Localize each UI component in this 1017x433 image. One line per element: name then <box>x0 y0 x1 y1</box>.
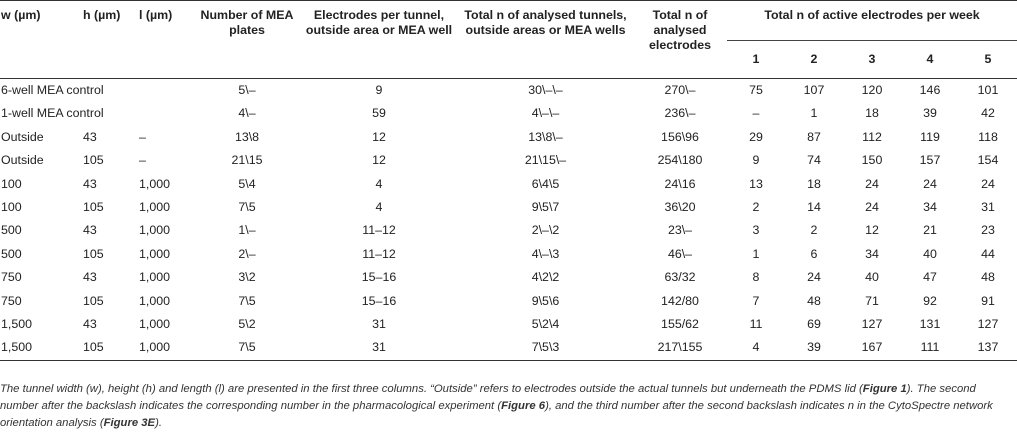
cell-plates: 3\2 <box>238 270 256 285</box>
cell-total-tunnels: 4\–\– <box>531 106 560 121</box>
table-row <box>0 102 1017 125</box>
cell-week-5: 42 <box>981 106 995 121</box>
cell-week-1: 13 <box>749 176 763 191</box>
cell-total-electrodes: 236\– <box>664 106 696 121</box>
cell-week-2: 48 <box>807 293 821 308</box>
header-week-2: 2 <box>810 52 818 66</box>
cell-l: 1,000 <box>139 223 171 238</box>
cell-electrodes-per: 9 <box>375 83 383 97</box>
cell-week-3: 40 <box>865 270 879 285</box>
cell-week-1: 4 <box>727 336 785 360</box>
cell-w: 100 <box>1 176 22 191</box>
cell-week-5: 137 <box>959 336 1017 360</box>
cell-week-4: 146 <box>919 83 941 97</box>
header-plates: Number of MEA plates <box>200 8 294 37</box>
cell-week-1: 9 <box>752 153 760 168</box>
cell-l: 1,000 <box>139 317 171 332</box>
cell-l: 1,000 <box>139 200 171 215</box>
cell-week-4: 157 <box>919 153 941 168</box>
header-week-3: 3 <box>868 52 876 66</box>
cell-week-5: 24 <box>981 176 995 191</box>
cell-l <box>138 79 194 103</box>
cell-l: – <box>139 129 146 144</box>
cell-plates: 21\15 <box>231 153 263 168</box>
cell-week-4: 21 <box>923 223 937 238</box>
table-header <box>0 1 1017 79</box>
cell-total-tunnels: 4\2\2 <box>531 270 560 285</box>
cell-week-5: 118 <box>978 129 998 144</box>
cell-week-3: 18 <box>865 106 879 121</box>
cell-w: 100 <box>1 200 22 215</box>
cell-total-tunnels: 6\4\5 <box>531 176 560 191</box>
cell-w: 6-well MEA control <box>1 83 104 97</box>
cell-week-1: 75 <box>749 83 763 97</box>
cell-week-4: 40 <box>923 246 937 261</box>
cell-h: 43 <box>83 317 97 332</box>
cell-week-3: 24 <box>865 200 879 215</box>
cell-week-3: 112 <box>862 129 882 144</box>
cell-week-3: 120 <box>861 83 883 97</box>
cell-total-tunnels: 9\5\7 <box>531 200 560 215</box>
header-h: h (µm) <box>83 8 121 22</box>
cell-plates: 13\8 <box>234 129 260 144</box>
cell-w: 1,500 <box>1 317 33 332</box>
cell-week-2: 69 <box>807 317 821 332</box>
cell-h: 43 <box>83 270 97 285</box>
cell-week-4: 92 <box>923 293 937 308</box>
cell-week-2: 1 <box>810 106 818 121</box>
table-row <box>0 79 1017 103</box>
cell-week-2: 14 <box>807 200 821 215</box>
cell-h: 105 <box>83 246 104 261</box>
cell-week-1: 11 <box>749 317 763 332</box>
cell-total-tunnels: 30\–\– <box>528 83 563 97</box>
cell-week-2: 87 <box>807 129 821 144</box>
table-row <box>0 196 1017 219</box>
cell-plates: 5\2 <box>238 317 256 332</box>
cell-plates: 4\– <box>238 106 256 121</box>
cell-week-4: 34 <box>923 200 937 215</box>
cell-electrodes-per: 15–16 <box>361 270 397 285</box>
cell-week-2: 2 <box>810 223 818 238</box>
cell-total-tunnels: 5\2\4 <box>531 317 560 332</box>
cell-week-2: 24 <box>807 270 821 285</box>
cell-h: 43 <box>83 176 97 191</box>
cell-total-electrodes: 217\155 <box>633 336 727 360</box>
cell-total-electrodes: 63/32 <box>664 270 696 285</box>
cell-plates: 5\– <box>238 83 256 97</box>
table-row <box>0 126 1017 149</box>
table-row <box>0 266 1017 289</box>
cell-week-4: 111 <box>901 336 959 360</box>
cell-w: 1,500 <box>0 336 82 360</box>
cell-week-2: 6 <box>810 246 818 261</box>
cell-week-2: 74 <box>807 153 821 168</box>
header-week-1: 1 <box>752 52 760 66</box>
cell-total-tunnels: 21\15\– <box>524 153 567 168</box>
cell-week-1: 29 <box>749 129 763 144</box>
table-row <box>0 173 1017 196</box>
cell-week-2: 18 <box>807 176 821 191</box>
cell-week-2: 39 <box>785 336 843 360</box>
cell-week-4: 47 <box>923 270 937 285</box>
cell-total-electrodes: 23\– <box>667 223 693 238</box>
footnote-ref-figure-1[interactable]: Figure 1 <box>862 383 907 395</box>
cell-total-tunnels: 9\5\6 <box>531 293 560 308</box>
footnote-part-3: ), and the third number after the second backslash indicates n in the CytoSpectre network orientation analysis ( <box>0 400 993 429</box>
cell-l: 1,000 <box>138 336 194 360</box>
cell-plates: 2\– <box>238 246 256 261</box>
cell-w: 500 <box>1 246 22 261</box>
cell-l: 1,000 <box>139 246 171 261</box>
cell-week-2: 107 <box>803 83 825 97</box>
cell-total-electrodes: 24\16 <box>664 176 696 191</box>
cell-w: Outside <box>1 153 44 168</box>
cell-l: 1,000 <box>139 176 171 191</box>
header-week-5: 5 <box>984 52 992 66</box>
cell-plates: 7\5 <box>238 200 256 215</box>
cell-week-3: 150 <box>861 153 883 168</box>
header-total-tunnels: Total n of analysed tunnels, outside areas or MEA wells <box>464 8 627 37</box>
cell-week-1: 2 <box>752 200 760 215</box>
cell-week-5: 48 <box>981 270 995 285</box>
cell-total-electrodes: 155/62 <box>661 317 699 332</box>
table-row <box>0 219 1017 242</box>
cell-total-tunnels: 7\5\3 <box>458 336 633 360</box>
cell-electrodes-per: 11–12 <box>362 246 396 261</box>
cell-w: 500 <box>1 223 22 238</box>
cell-h: 43 <box>83 223 97 238</box>
footnote-part-1: The tunnel width (w), height (h) and length (l) are presented in the first three columns. “Outside” refers to electrodes outside the actual tunnels but underneath the PDMS lid ( <box>0 383 863 395</box>
cell-l: – <box>139 153 146 168</box>
cell-week-4: 24 <box>923 176 937 191</box>
cell-electrodes-per: 12 <box>372 153 386 168</box>
footnote-part-4: ). <box>155 417 162 429</box>
cell-plates: 1\– <box>238 223 256 238</box>
cell-total-tunnels: 4\–\3 <box>531 246 560 261</box>
cell-week-1: 1 <box>752 246 760 261</box>
table-footnote <box>0 381 1012 432</box>
cell-total-electrodes: 254\180 <box>657 153 703 168</box>
cell-week-3: 167 <box>843 336 901 360</box>
cell-electrodes-per: 15–16 <box>361 293 397 308</box>
cell-electrodes-per: 31 <box>372 317 386 332</box>
cell-week-5: 44 <box>981 246 995 261</box>
header-l: l (µm) <box>139 8 173 22</box>
cell-h: 105 <box>83 153 104 168</box>
cell-week-4: 39 <box>923 106 937 121</box>
cell-week-1: 3 <box>752 223 760 238</box>
cell-h: 105 <box>82 336 138 360</box>
header-w: w (µm) <box>1 8 41 22</box>
cell-week-1: 7 <box>752 293 760 308</box>
cell-week-3: 34 <box>865 246 879 261</box>
cell-week-5: 91 <box>981 293 995 308</box>
footnote-part-2: ). The second number after the backslash indicates the corresponding number in the pharmacological experiment ( <box>0 383 976 412</box>
cell-total-tunnels: 2\–\2 <box>531 223 560 238</box>
cell-total-electrodes: 270\– <box>664 83 696 97</box>
footnote-ref-figure-6[interactable]: Figure 6 <box>501 400 546 412</box>
header-week-4: 4 <box>926 52 934 66</box>
cell-electrodes-per: 31 <box>300 336 458 360</box>
cell-h: 105 <box>83 293 104 308</box>
header-electrodes-per: Electrodes per tunnel, outside area or MEA well <box>305 8 453 37</box>
cell-week-3: 12 <box>865 223 879 238</box>
table-row <box>0 290 1017 313</box>
table-body <box>0 79 1017 361</box>
cell-h: 105 <box>83 200 104 215</box>
cell-week-1: 8 <box>752 270 760 285</box>
table-row <box>0 336 1017 360</box>
cell-week-4: 119 <box>920 129 940 144</box>
cell-total-electrodes: 156\96 <box>661 129 699 144</box>
cell-week-5: 101 <box>977 83 999 97</box>
header-active-week: Total n of active electrodes per week <box>727 1 1017 41</box>
cell-electrodes-per: 12 <box>372 129 386 144</box>
cell-w: 1-well MEA control <box>1 106 104 121</box>
cell-week-4: 131 <box>919 317 941 332</box>
cell-week-3: 24 <box>865 176 879 191</box>
table-row <box>0 149 1017 172</box>
cell-plates: 5\4 <box>238 176 256 191</box>
cell-total-electrodes: 36\20 <box>664 200 696 215</box>
cell-week-5: 23 <box>981 223 995 238</box>
cell-week-5: 154 <box>977 153 999 168</box>
cell-l: 1,000 <box>139 293 171 308</box>
table-row <box>0 313 1017 336</box>
table-row <box>0 243 1017 266</box>
cell-week-1: – <box>752 106 760 121</box>
cell-electrodes-per: 11–12 <box>362 223 396 238</box>
cell-total-electrodes: 46\– <box>667 246 693 261</box>
cell-w: 750 <box>1 293 22 308</box>
cell-l: 1,000 <box>139 270 171 285</box>
footnote-ref-figure-3e[interactable]: Figure 3E <box>103 417 156 429</box>
cell-l <box>138 102 194 125</box>
cell-h: 43 <box>83 129 97 144</box>
cell-week-5: 127 <box>977 317 999 332</box>
cell-plates: 7\5 <box>238 293 256 308</box>
cell-electrodes-per: 4 <box>375 176 383 191</box>
cell-electrodes-per: 59 <box>372 106 386 121</box>
cell-week-3: 71 <box>865 293 879 308</box>
cell-plates: 7\5 <box>194 336 300 360</box>
cell-week-5: 31 <box>981 200 995 215</box>
cell-total-electrodes: 142/80 <box>661 293 699 308</box>
header-total-electrodes: Total n of analysed electrodes <box>649 8 711 52</box>
cell-w: 750 <box>1 270 22 285</box>
cell-total-tunnels: 13\8\– <box>528 129 563 144</box>
cell-w: Outside <box>1 129 44 144</box>
cell-electrodes-per: 4 <box>375 200 383 215</box>
cell-week-3: 127 <box>861 317 883 332</box>
